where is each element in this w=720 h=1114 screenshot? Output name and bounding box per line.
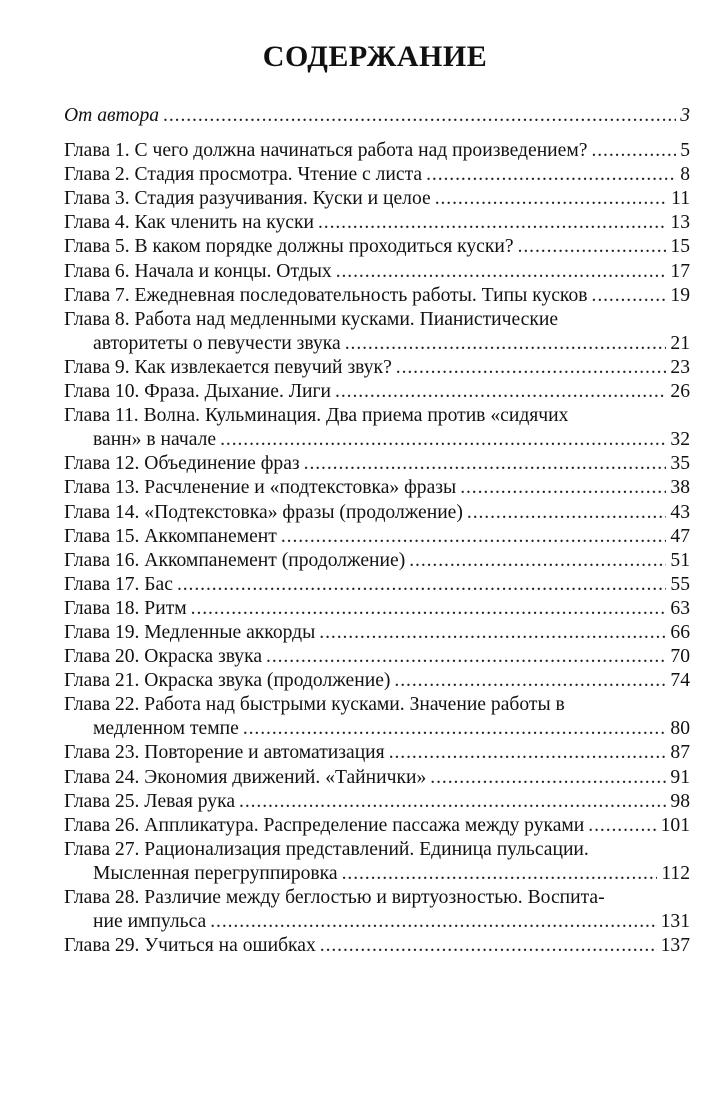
toc-entry-title: Глава 29. Учиться на ошибках	[64, 935, 316, 957]
toc-entry	[64, 139, 690, 163]
toc-entry-row	[64, 741, 690, 765]
toc-entry-row	[64, 934, 690, 958]
dot-leader	[430, 766, 666, 790]
toc-entry-row	[64, 501, 690, 525]
toc-page-number: 13	[670, 212, 690, 234]
toc-entry	[64, 886, 690, 934]
toc-page-number: 5	[680, 140, 690, 162]
dot-leader	[345, 332, 667, 356]
toc-entry-title: ние импульса	[93, 911, 207, 933]
toc-entry-row	[64, 380, 690, 404]
toc-entry	[64, 187, 690, 211]
toc-entry-title: Мысленная перегруппировка	[93, 862, 338, 884]
toc-page-number: 8	[680, 164, 690, 186]
toc-entry-title-line: Глава 28. Различие между беглостью и виртуозностью. Воспита-	[64, 887, 605, 908]
dot-leader	[409, 549, 666, 573]
toc-page-number: 47	[670, 525, 690, 547]
toc-entry-title: Глава 13. Расчленение и «подтекстовка» фразы	[64, 477, 457, 499]
toc-page-number: 11	[671, 188, 690, 210]
toc-entry-title: Глава 19. Медленные аккорды	[64, 621, 316, 643]
dot-leader	[243, 717, 667, 741]
toc-page-number: 74	[670, 670, 690, 692]
toc-entry-title: Глава 12. Объединение фраз	[64, 453, 300, 475]
dot-leader	[304, 452, 667, 476]
toc-entry	[64, 549, 690, 573]
toc-entry-title: Глава 6. Начала и концы. Отдых	[64, 260, 332, 282]
dot-leader	[220, 428, 666, 452]
toc-page-number: 43	[670, 501, 690, 523]
toc-entry-title: Глава 16. Аккомпанемент (продолжение)	[64, 549, 406, 571]
toc-entry-title: медленном темпе	[93, 718, 239, 740]
table-of-contents	[64, 104, 690, 958]
dot-leader	[319, 621, 666, 645]
toc-entry-row	[64, 766, 690, 790]
toc-entry	[64, 597, 690, 621]
toc-page-number: 101	[660, 814, 690, 836]
toc-entry-title: Глава 17. Бас	[64, 573, 173, 595]
toc-entry	[64, 838, 690, 886]
toc-page-number: 112	[661, 862, 690, 884]
page-title: СОДЕРЖАНИЕ	[262, 40, 488, 73]
toc-entry	[64, 669, 690, 693]
dot-leader	[318, 211, 666, 235]
toc-entry-row	[64, 104, 690, 128]
toc-entry-title: Глава 20. Окраска звука	[64, 646, 263, 668]
toc-entry-row	[64, 284, 690, 308]
toc-page-number: 3	[680, 105, 690, 126]
dot-leader	[163, 104, 676, 128]
toc-page-number: 23	[670, 356, 690, 378]
dot-leader	[389, 741, 667, 765]
toc-page-number: 38	[670, 477, 690, 499]
toc-entry	[64, 621, 690, 645]
toc-page-number: 70	[670, 646, 690, 668]
toc-entry-title: Глава 24. Экономия движений. «Тайнички»	[64, 766, 427, 788]
toc-entry	[64, 404, 690, 452]
dot-leader	[191, 597, 667, 621]
toc-entry-title-line: Глава 11. Волна. Кульминация. Два приема против «сидячих	[64, 405, 569, 427]
toc-entry	[64, 380, 690, 404]
toc-entry	[64, 308, 690, 356]
toc-entry	[64, 525, 690, 549]
toc-page-number: 51	[670, 549, 690, 571]
toc-entry	[64, 934, 690, 958]
toc-entry	[64, 260, 690, 284]
toc-entry	[64, 766, 690, 790]
toc-entry	[64, 476, 690, 500]
toc-entry-title: Глава 14. «Подтекстовка» фразы (продолжение)	[64, 501, 463, 523]
toc-entry	[64, 356, 690, 380]
toc-entry-row	[64, 549, 690, 573]
toc-entry-row	[64, 645, 690, 669]
toc-entry-row	[64, 476, 690, 500]
toc-page-number: 63	[670, 597, 690, 619]
toc-page-number: 32	[670, 429, 690, 451]
toc-entry-title: Глава 7. Ежедневная последовательность работы. Типы кусков	[64, 284, 588, 306]
toc-entry	[64, 235, 690, 259]
toc-page-number: 98	[670, 790, 690, 812]
toc-entry	[64, 645, 690, 669]
toc-entry-row	[64, 211, 690, 235]
dot-leader	[426, 163, 676, 187]
dot-leader	[320, 934, 657, 958]
toc-entry	[64, 814, 690, 838]
dot-leader	[281, 525, 667, 549]
toc-entry	[64, 284, 690, 308]
dot-leader	[591, 139, 676, 163]
toc-page-number: 35	[670, 453, 690, 475]
toc-entry	[64, 693, 690, 741]
toc-entry-title: Глава 3. Стадия разучивания. Куски и целое	[64, 188, 431, 210]
toc-entry	[64, 790, 690, 814]
toc-page-number: 26	[670, 381, 690, 403]
toc-entry-title: Глава 5. В каком порядке должны проходиться куски?	[64, 236, 514, 258]
toc-page-number: 55	[670, 573, 690, 595]
toc-entry-title: Глава 25. Левая рука	[64, 790, 236, 812]
toc-entry-title: Глава 1. С чего должна начинаться работа над произведением?	[64, 140, 588, 162]
toc-entry-row	[64, 187, 690, 211]
toc-entry-title-line: Глава 22. Работа над быстрыми кусками. Значение работы в	[64, 694, 565, 716]
toc-entry	[64, 104, 690, 128]
toc-entry-title: От автора	[64, 105, 160, 126]
toc-page-number: 80	[670, 718, 690, 740]
toc-entry-title: Глава 26. Аппликатура. Распределение пассажа между руками	[64, 814, 585, 836]
toc-entry-title: авторитеты о певучести звука	[93, 332, 341, 354]
toc-page-number: 87	[670, 742, 690, 764]
toc-entry-row	[64, 428, 690, 452]
dot-leader	[342, 862, 658, 886]
toc-entry-row	[64, 260, 690, 284]
toc-entry-row	[64, 332, 690, 356]
toc-entry	[64, 163, 690, 187]
toc-entry	[64, 741, 690, 765]
dot-leader	[460, 476, 666, 500]
toc-entry-row	[64, 621, 690, 645]
toc-entry-title: Глава 9. Как извлекается певучий звук?	[64, 356, 392, 378]
toc-entry-row	[64, 573, 690, 597]
toc-page-number: 15	[670, 236, 690, 258]
toc-entry-title: Глава 10. Фраза. Дыхание. Лиги	[64, 381, 332, 403]
toc-entry-title: Глава 23. Повторение и автоматизация	[64, 742, 385, 764]
toc-entry-row	[64, 356, 690, 380]
dot-leader	[210, 910, 656, 934]
toc-entry	[64, 573, 690, 597]
dot-leader	[266, 645, 666, 669]
toc-entry-title-line: Глава 27. Рационализация представлений. Единица пульсации.	[64, 838, 589, 860]
toc-entry-row	[64, 139, 690, 163]
toc-entry	[64, 452, 690, 476]
toc-entry-title: ванн» в начале	[93, 429, 217, 451]
toc-page-number: 131	[660, 911, 690, 933]
toc-entry-row	[64, 910, 690, 934]
dot-leader	[588, 814, 656, 838]
toc-entry-row	[64, 814, 690, 838]
toc-page-number: 137	[660, 935, 690, 957]
dot-leader	[467, 501, 667, 525]
toc-entry	[64, 211, 690, 235]
dot-leader	[435, 187, 667, 211]
toc-entry-row	[64, 525, 690, 549]
dot-leader	[592, 284, 667, 308]
toc-entry	[64, 501, 690, 525]
toc-entry-row	[64, 235, 690, 259]
toc-entry-row	[64, 669, 690, 693]
toc-page-number: 66	[670, 621, 690, 643]
dot-leader	[336, 260, 667, 284]
toc-entry-title: Глава 18. Ритм	[64, 597, 187, 619]
toc-entry-title-line: Глава 8. Работа над медленными кусками. Пианистические	[64, 308, 559, 330]
toc-entry-row	[64, 597, 690, 621]
dot-leader	[335, 380, 666, 404]
toc-entry-row	[64, 452, 690, 476]
toc-page-number: 91	[670, 766, 690, 788]
toc-entry-row	[64, 790, 690, 814]
toc-page-number: 21	[670, 332, 690, 354]
toc-entry-row	[64, 717, 690, 741]
toc-entry-title: Глава 21. Окраска звука (продолжение)	[64, 670, 391, 692]
dot-leader	[394, 669, 666, 693]
toc-entry-title: Глава 2. Стадия просмотра. Чтение с листа	[64, 164, 423, 186]
dot-leader	[396, 356, 667, 380]
toc-entry-row	[64, 163, 690, 187]
dot-leader	[239, 790, 666, 814]
toc-page-number: 17	[670, 260, 690, 282]
toc-entry-row	[64, 862, 690, 886]
dot-leader	[177, 573, 666, 597]
toc-entry-title: Глава 15. Аккомпанемент	[64, 525, 277, 547]
toc-entry-title: Глава 4. Как членить на куски	[64, 212, 314, 234]
toc-page-number: 19	[670, 284, 690, 306]
dot-leader	[518, 235, 667, 259]
